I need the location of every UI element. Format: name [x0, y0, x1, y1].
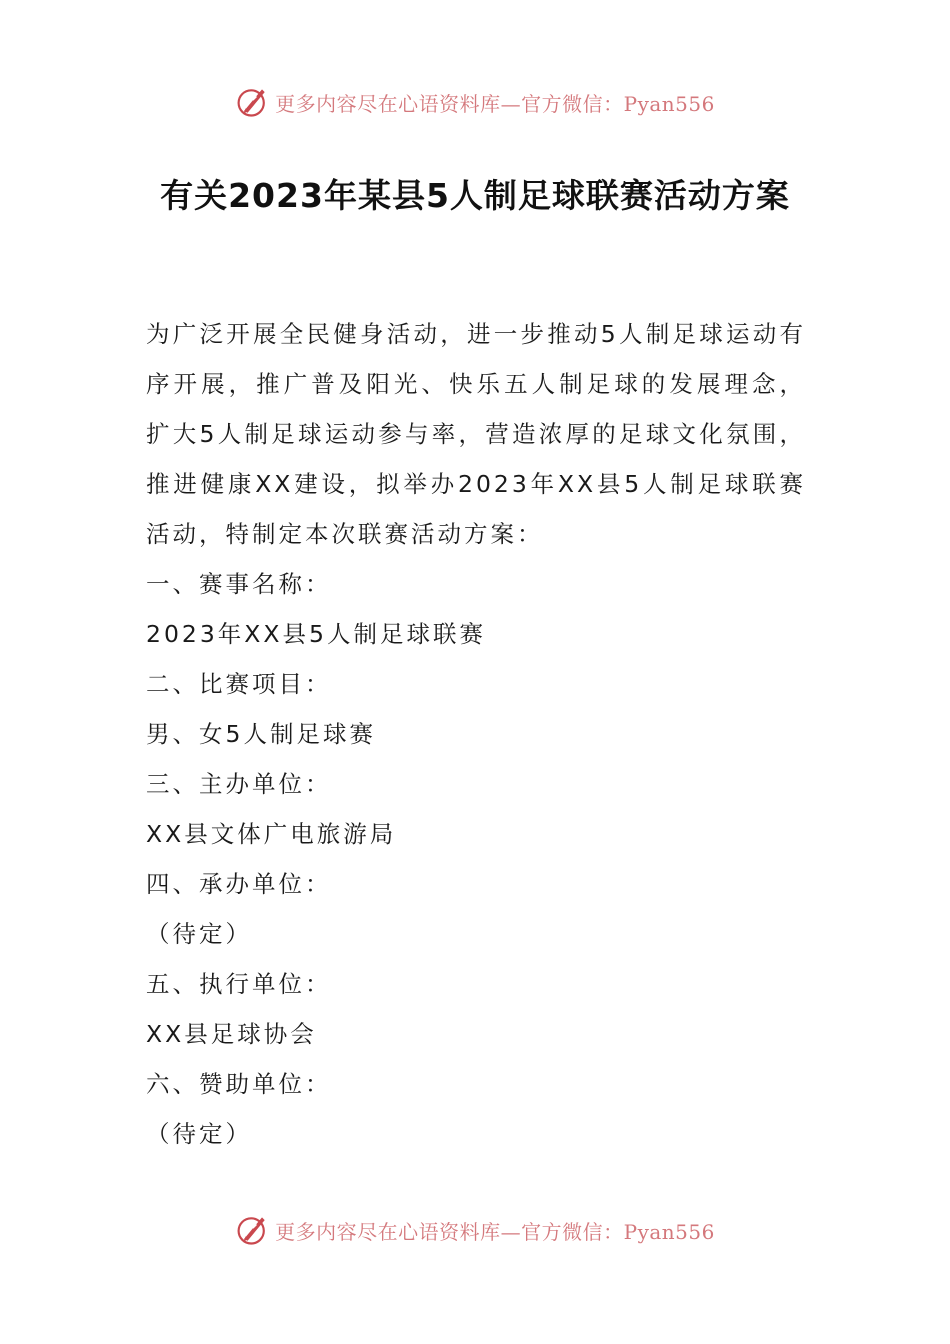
document-title: 有关2023年某县5人制足球联赛活动方案 — [160, 176, 790, 215]
section-body: （待定） — [146, 1120, 252, 1148]
section-body: 男、女5人制足球赛 — [146, 720, 376, 748]
section-body: XX县文体广电旅游局 — [146, 820, 397, 848]
footer-watermark — [0, 1210, 950, 1250]
watermark-text: 更多内容尽在心语资料库—官方微信：Pyan556 — [275, 1219, 715, 1244]
section-body: XX县足球协会 — [146, 1020, 317, 1048]
section-heading: 一、赛事名称： — [146, 570, 332, 598]
section-heading: 六、赞助单位： — [146, 1070, 332, 1098]
watermark-text: 更多内容尽在心语资料库—官方微信：Pyan556 — [275, 91, 715, 116]
section-heading: 三、主办单位： — [146, 770, 332, 798]
section-heading: 二、比赛项目： — [146, 670, 332, 698]
section-heading: 五、执行单位： — [146, 970, 332, 998]
section-heading: 四、承办单位： — [146, 870, 332, 898]
header-watermark — [0, 82, 950, 122]
intro-paragraph: 为广泛开展全民健身活动，进一步推动5人制足球运动有序开展，推广普及阳光、快乐五人制足球的发展理念，扩大5人制足球运动参与率，营造浓厚的足球文化氛围，推进健康XX建设，拟举办2023年XX县5人制足球联赛活动，特制定本次联赛活动方案： — [146, 320, 806, 548]
quill-pen-logo-icon — [235, 1212, 271, 1248]
quill-pen-logo-icon — [235, 84, 271, 120]
section-body: 2023年XX县5人制足球联赛 — [146, 620, 486, 648]
document-body — [146, 309, 806, 1159]
section-body: （待定） — [146, 920, 252, 948]
